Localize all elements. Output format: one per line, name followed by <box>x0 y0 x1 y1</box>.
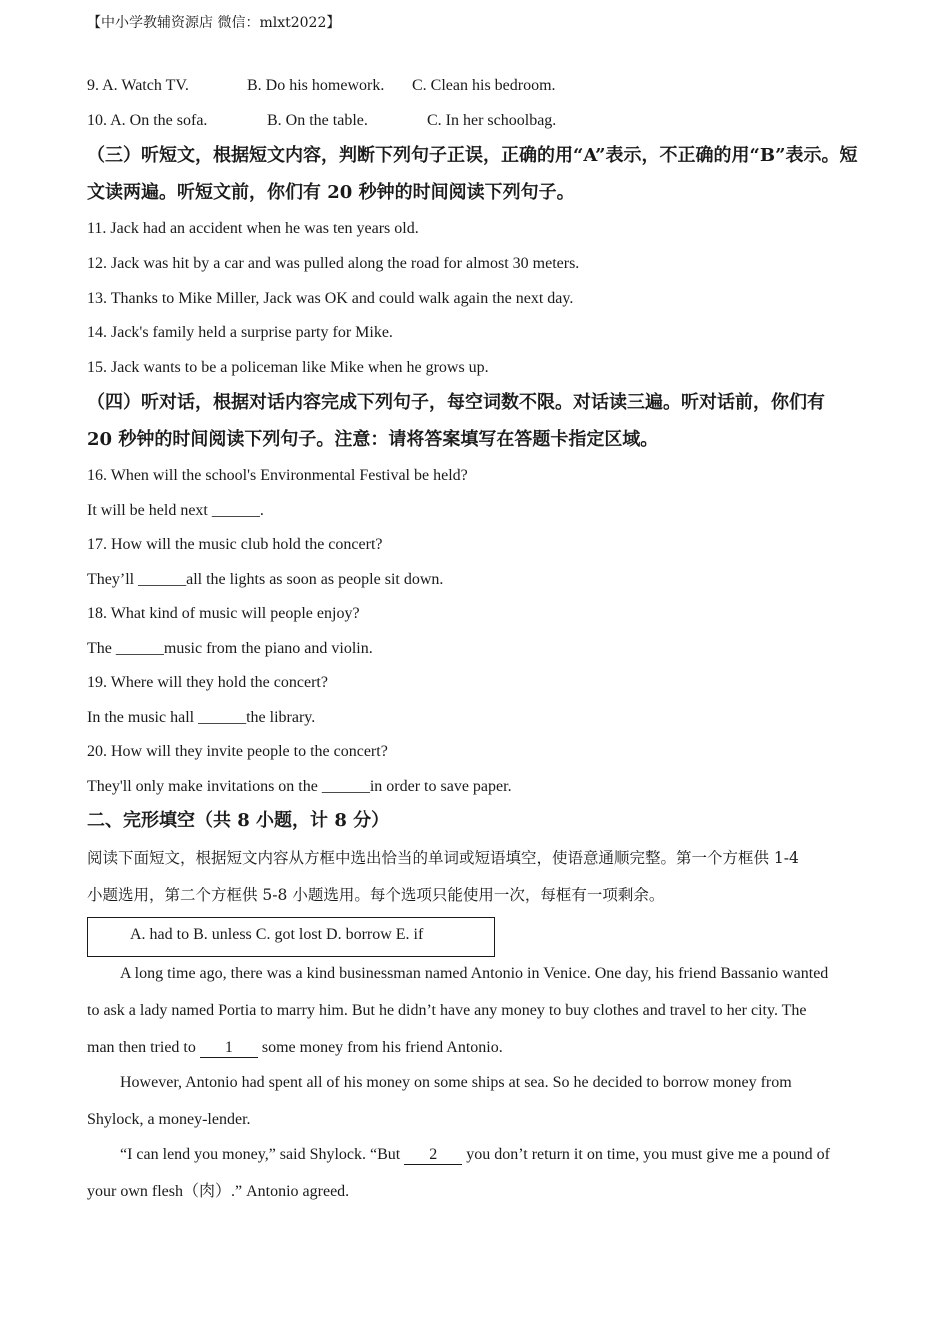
cloze-blank-1: 1 <box>200 1039 258 1058</box>
part-2-title: 二、完形填空（共 8 小题，计 8 分） <box>87 810 390 831</box>
fill-answer-20: They'll only make invitations on the ______in order to save paper. <box>87 778 512 795</box>
passage-p3-line1 <box>87 1145 863 1165</box>
passage-text: some money from his friend Antonio. <box>257 1039 503 1056</box>
fill-answer-19: In the music hall ______the library. <box>87 709 316 726</box>
tf-item-15: 15. Jack wants to be a policeman like Mike when he grows up. <box>87 359 489 376</box>
passage-p1-line3 <box>87 1038 863 1058</box>
passage-p2-line1: However, Antonio had spent all of his money on some ships at sea. So he decided to borrow money from <box>120 1074 792 1091</box>
options-box <box>87 917 495 957</box>
q10-option-a: 10. A. On the sofa. <box>87 112 208 129</box>
q9-option-c: C. Clean his bedroom. <box>412 77 556 94</box>
section-3-heading-line1: （三）听短文，根据短文内容，判断下列句子正误，正确的用“A”表示，不正确的用“B”表示。短 <box>87 145 858 166</box>
part-2-instruction-line1: 阅读下面短文，根据短文内容从方框中选出恰当的单词或短语填空，使语意通顺完整。第一个方框供 1-4 <box>87 849 799 867</box>
passage-text: “I can lend you money,” said Shylock. “But <box>120 1146 405 1163</box>
tf-item-12: 12. Jack was hit by a car and was pulled along the road for almost 30 meters. <box>87 255 580 272</box>
fill-answer-16: It will be held next ______. <box>87 502 264 519</box>
fill-question-20: 20. How will they invite people to the concert? <box>87 743 388 760</box>
fill-question-17: 17. How will the music club hold the concert? <box>87 536 383 553</box>
passage-p1-line1: A long time ago, there was a kind businessman named Antonio in Venice. One day, his friend Bassanio wanted <box>120 965 829 982</box>
page-header: 【中小学教辅资源店 微信：mlxt2022】 <box>87 15 341 31</box>
q10-option-b: B. On the table. <box>267 112 368 129</box>
fill-answer-17: They’ll ______all the lights as soon as people sit down. <box>87 571 444 588</box>
section-4-heading-line2: 20 秒钟的时间阅读下列句子。注意：请将答案填写在答题卡指定区域。 <box>87 429 659 450</box>
section-3-heading-line2: 文读两遍。听短文前，你们有 20 秒钟的时间阅读下列句子。 <box>87 182 575 203</box>
tf-item-14: 14. Jack's family held a surprise party for Mike. <box>87 324 393 341</box>
question-10 <box>87 111 863 131</box>
fill-question-16: 16. When will the school's Environmental Festival be held? <box>87 467 468 484</box>
question-9 <box>87 76 863 96</box>
tf-item-11: 11. Jack had an accident when he was ten years old. <box>87 220 419 237</box>
passage-p3-line2: your own flesh（肉）.” Antonio agreed. <box>87 1183 350 1200</box>
q10-option-c: C. In her schoolbag. <box>427 112 557 129</box>
part-2-instruction-line2: 小题选用，第二个方框供 5-8 小题选用。每个选项只能使用一次，每框有一项剩余。 <box>87 886 665 904</box>
fill-question-18: 18. What kind of music will people enjoy? <box>87 605 360 622</box>
passage-text: you don’t return it on time, you must give me a pound of <box>462 1146 830 1163</box>
options-box-text: A. had to B. unless C. got lost D. borrow E. if <box>130 926 424 943</box>
section-4-heading-line1: （四）听对话，根据对话内容完成下列句子，每空词数不限。对话读三遍。听对话前，你们有 <box>87 392 825 413</box>
q9-option-a: 9. A. Watch TV. <box>87 77 189 94</box>
passage-text: man then tried to <box>87 1039 200 1056</box>
q9-option-b: B. Do his homework. <box>247 77 385 94</box>
cloze-blank-2: 2 <box>404 1146 462 1165</box>
tf-item-13: 13. Thanks to Mike Miller, Jack was OK and could walk again the next day. <box>87 290 574 307</box>
passage-p1-line2: to ask a lady named Portia to marry him. But he didn’t have any money to buy clothes and travel to her city. The <box>87 1002 807 1019</box>
fill-answer-18: The ______music from the piano and violin. <box>87 640 373 657</box>
passage-p2-line2: Shylock, a money-lender. <box>87 1111 251 1128</box>
fill-question-19: 19. Where will they hold the concert? <box>87 674 328 691</box>
